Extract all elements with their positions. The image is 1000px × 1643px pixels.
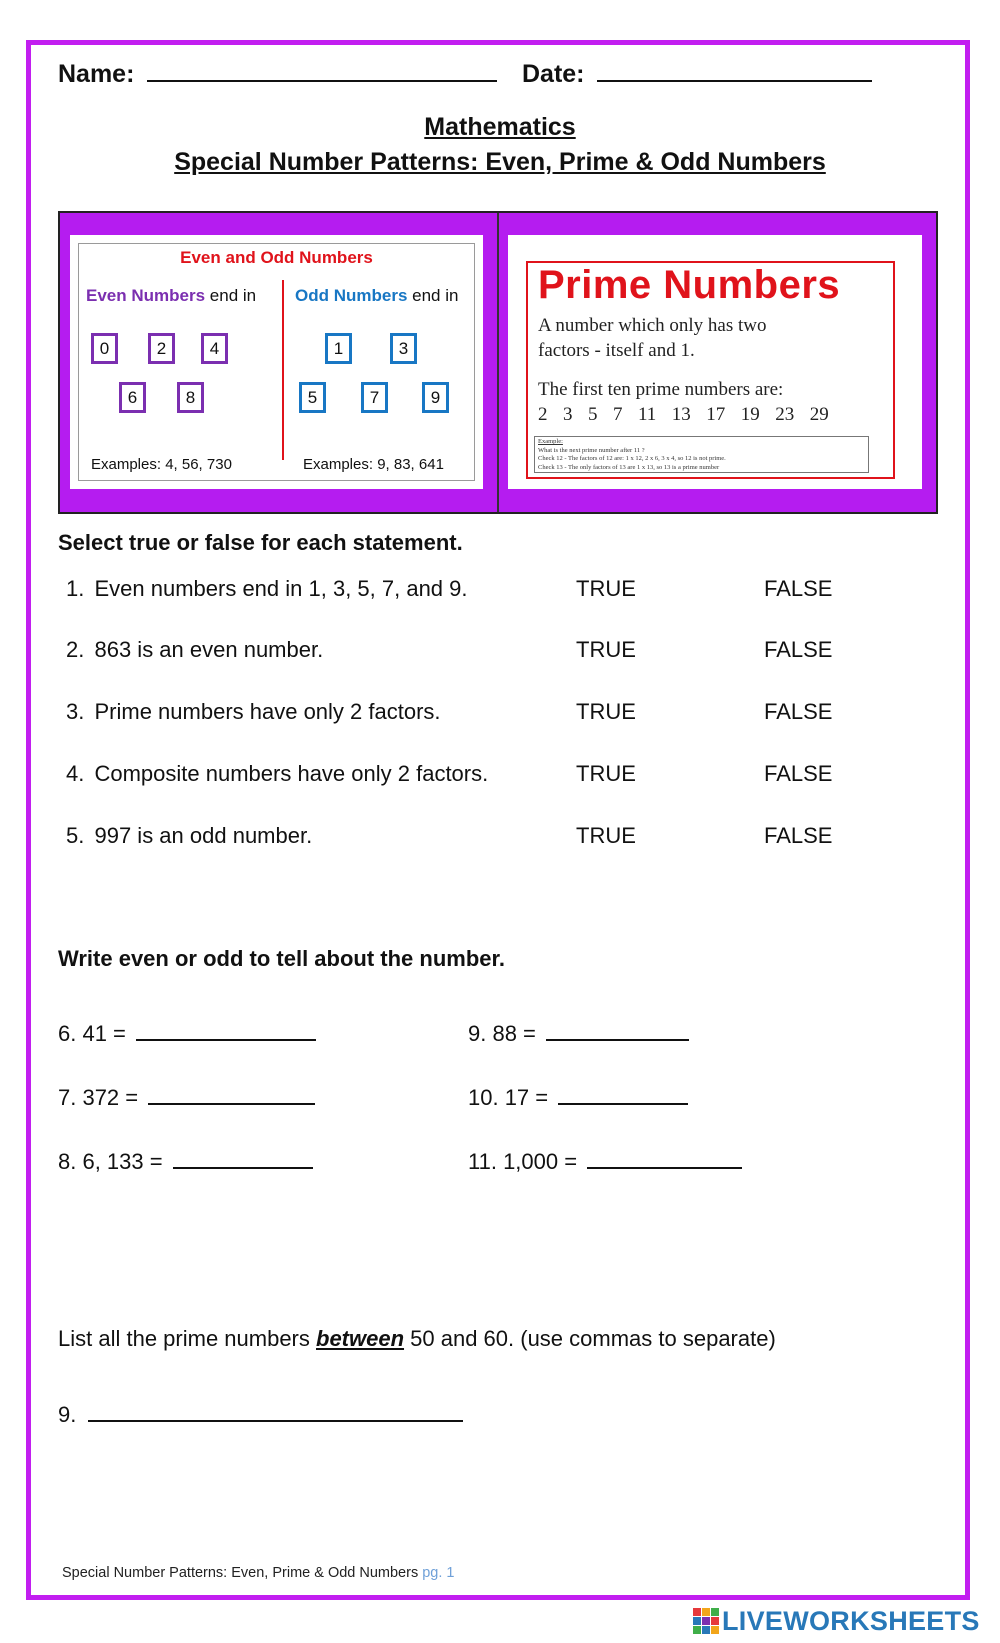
statement-text: Composite numbers have only 2 factors. [94, 761, 489, 786]
item-label: 8. 6, 133 = [58, 1149, 163, 1174]
statement-text: 863 is an even number. [94, 637, 324, 662]
odd-digit: 5 [299, 382, 326, 413]
even-odd-chart-frame [78, 243, 475, 481]
name-label: Name: [58, 60, 135, 88]
liveworksheets-logo-icon [693, 1608, 719, 1634]
prime-definition-2: factors - itself and 1. [538, 340, 695, 361]
page-footer [62, 1565, 454, 1581]
statement-number: 1. [66, 576, 85, 601]
even-examples: Examples: 4, 56, 730 [91, 456, 232, 473]
question-text: List all the prime numbers [58, 1326, 316, 1351]
subject-title: Mathematics [424, 113, 576, 141]
date-line [522, 60, 872, 89]
statement-2 [66, 637, 323, 663]
false-option[interactable]: FALSE [764, 637, 833, 662]
even-odd-separator [282, 280, 284, 460]
statement-3 [66, 699, 441, 725]
answer-input[interactable] [546, 1023, 689, 1041]
example-line: Check 12 - The factors of 12 are: 1 x 12, 2 x 6, 3 x 4, so 12 is not prime. [538, 455, 726, 463]
statement-text: 997 is an odd number. [94, 823, 313, 848]
true-option[interactable]: TRUE [576, 637, 636, 662]
true-option[interactable]: TRUE [576, 823, 636, 848]
even-heading [86, 286, 256, 306]
item-label: 11. 1,000 = [468, 1149, 578, 1174]
true-false-instruction: Select true or false for each statement. [58, 530, 463, 555]
answer-input[interactable] [558, 1087, 688, 1105]
prime-title: Prime Numbers [538, 263, 841, 307]
false-option[interactable]: FALSE [764, 699, 833, 724]
example-heading: Example: [538, 438, 563, 445]
answer-input[interactable] [173, 1151, 313, 1169]
statement-number: 5. [66, 823, 85, 848]
statement-1 [66, 576, 468, 602]
prime-chart [508, 235, 922, 489]
answer-input[interactable] [136, 1023, 316, 1041]
prime-list-question [58, 1326, 776, 1352]
odd-digit: 7 [361, 382, 388, 413]
even-digit: 4 [201, 333, 228, 364]
odd-heading [295, 286, 458, 306]
liveworksheets-brand [693, 1607, 980, 1635]
brand-name: LIVEWORKSHEETS [722, 1605, 980, 1636]
statement-4 [66, 761, 488, 787]
odd-end-in: end in [412, 286, 459, 305]
even-odd-item [468, 1021, 689, 1047]
topic-title: Special Number Patterns: Even, Prime & Odd Numbers [174, 148, 826, 176]
statement-number: 3. [66, 699, 85, 724]
even-odd-item [58, 1085, 315, 1111]
date-label: Date: [522, 60, 585, 88]
even-end-in: end in [209, 286, 257, 305]
odd-digit: 1 [325, 333, 352, 364]
item-label: 7. 372 = [58, 1085, 139, 1110]
example-line: Check 13 - The only factors of 13 are 1 x 13, so 13 is a prime number [538, 463, 720, 471]
item-label: 9. 88 = [468, 1021, 536, 1046]
false-option[interactable]: FALSE [764, 761, 833, 786]
reference-banner [58, 211, 938, 514]
odd-digit: 9 [422, 382, 449, 413]
even-digit: 0 [91, 333, 118, 364]
date-field[interactable] [597, 60, 872, 82]
even-digit: 2 [148, 333, 175, 364]
item-label: 10. 17 = [468, 1085, 549, 1110]
false-option[interactable]: FALSE [764, 576, 833, 601]
statement-text: Even numbers end in 1, 3, 5, 7, and 9. [94, 576, 468, 601]
even-odd-item [58, 1149, 313, 1175]
true-option[interactable]: TRUE [576, 761, 636, 786]
even-odd-instruction: Write even or odd to tell about the number. [58, 946, 505, 971]
even-odd-title: Even and Odd Numbers [180, 248, 373, 267]
even-digit: 8 [177, 382, 204, 413]
even-keyword: Even Numbers [86, 286, 206, 305]
statement-number: 4. [66, 761, 85, 786]
question-emphasis: between [316, 1326, 405, 1351]
even-odd-chart [70, 235, 483, 489]
odd-keyword: Odd Numbers [295, 286, 408, 305]
banner-divider [497, 213, 499, 512]
example-line: What is the next prime number after 11 ? [538, 446, 645, 454]
prime-list-answer [58, 1402, 463, 1428]
name-line [58, 60, 497, 89]
true-option[interactable]: TRUE [576, 576, 636, 601]
even-digit: 6 [119, 382, 146, 413]
first-ten-values: 2 3 5 7 11 13 17 19 23 29 [538, 404, 829, 425]
statement-5 [66, 823, 312, 849]
first-ten-label: The first ten prime numbers are: [538, 379, 784, 400]
odd-digit: 3 [390, 333, 417, 364]
question-text: 50 and 60. (use commas to separate) [404, 1326, 776, 1351]
page-number: pg. 1 [422, 1565, 455, 1581]
statement-text: Prime numbers have only 2 factors. [94, 699, 441, 724]
item-label: 6. 41 = [58, 1021, 126, 1046]
prime-list-input[interactable] [88, 1404, 463, 1422]
odd-examples: Examples: 9, 83, 641 [303, 456, 444, 473]
answer-number: 9. [58, 1402, 77, 1427]
answer-input[interactable] [148, 1087, 315, 1105]
answer-input[interactable] [587, 1151, 742, 1169]
footer-text: Special Number Patterns: Even, Prime & Odd Numbers [62, 1565, 419, 1581]
true-option[interactable]: TRUE [576, 699, 636, 724]
even-odd-item [468, 1085, 688, 1111]
even-odd-item [468, 1149, 742, 1175]
name-field[interactable] [147, 60, 497, 82]
false-option[interactable]: FALSE [764, 823, 833, 848]
prime-chart-frame [526, 261, 895, 479]
statement-number: 2. [66, 637, 85, 662]
prime-definition-1: A number which only has two [538, 315, 767, 336]
prime-example-box [534, 436, 869, 473]
even-odd-item [58, 1021, 316, 1047]
